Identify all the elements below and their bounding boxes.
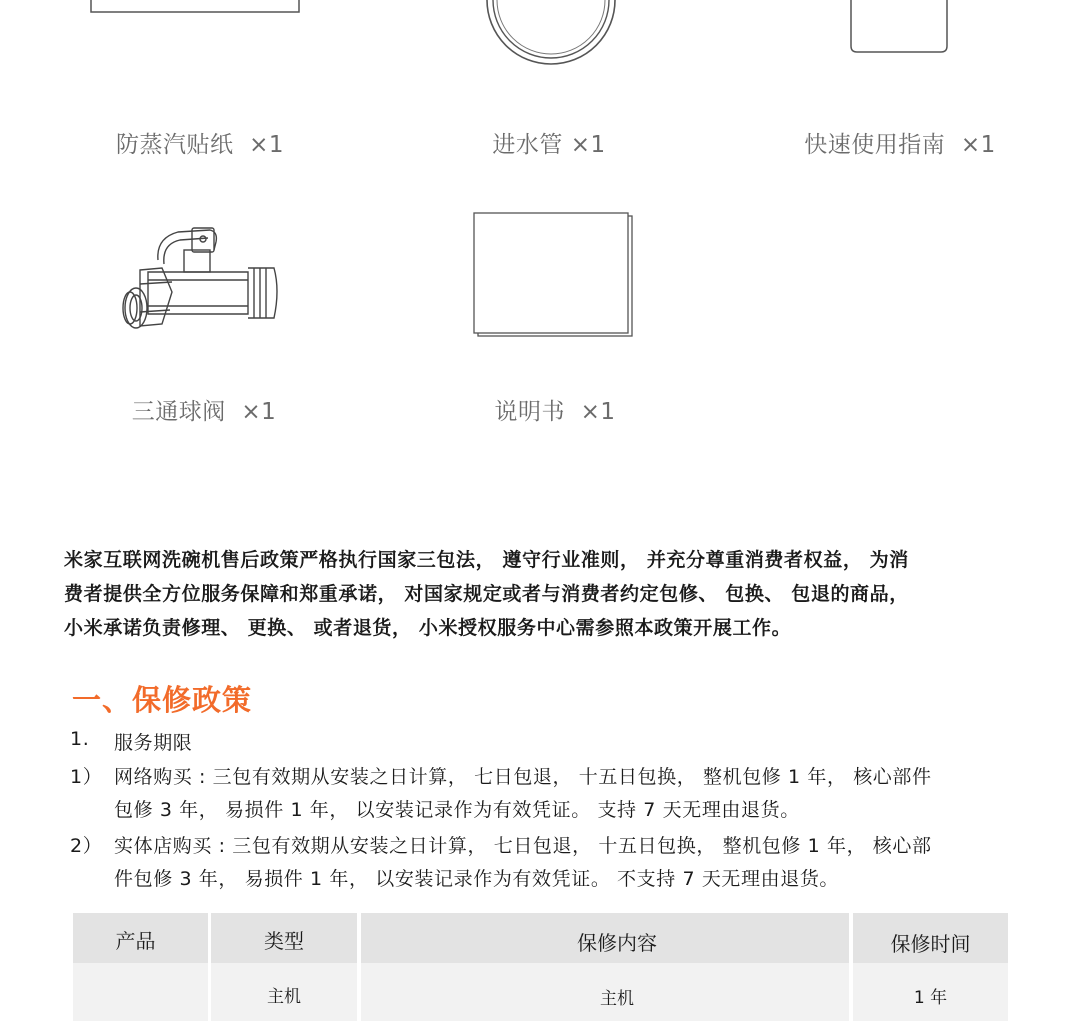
table-header-product: 产品 xyxy=(115,929,156,953)
section-title-warranty-policy: 一、保修政策 xyxy=(72,683,253,717)
list-item-number-1: 1） xyxy=(70,766,103,788)
table-row-type: 主机 xyxy=(267,987,301,1007)
item-caption-manual: 说明书 ×1 xyxy=(494,399,616,425)
table-header-period: 保修时间 xyxy=(890,932,971,956)
table-header-type: 类型 xyxy=(264,929,304,953)
item-caption-anti-steam-sticker: 防蒸汽贴纸 ×1 xyxy=(115,132,285,158)
inlet-hose-illustration xyxy=(484,0,618,76)
item-caption-inlet-hose: 进水管 ×1 xyxy=(492,132,606,158)
list-item-store-line1: 实体店购买 : 三包有效期从安装之日计算， 七日包退， 十五日包换， 整机包修 1 年， 核心部 xyxy=(114,835,932,857)
anti-steam-sticker-illustration xyxy=(90,0,302,14)
subheading-number: 1. xyxy=(70,728,90,750)
list-item-online-line1: 网络购买 : 三包有效期从安装之日计算， 七日包退， 十五日包换， 整机包修 1 年， 核心部件 xyxy=(114,766,932,788)
table-row-period: 1 年 xyxy=(913,988,948,1008)
item-caption-quick-guide: 快速使用指南 ×1 xyxy=(804,132,996,158)
list-item-store-line2: 件包修 3 年， 易损件 1 年， 以安装记录作为有效凭证。 不支持 7 天无理由退货。 xyxy=(114,868,840,890)
table-row-content: 主机 xyxy=(600,989,634,1009)
table-cell-product xyxy=(73,963,208,1021)
subheading-service-period: 服务期限 xyxy=(114,732,193,754)
quick-guide-illustration xyxy=(849,0,951,56)
manual-illustration xyxy=(470,210,636,340)
tee-ball-valve-illustration xyxy=(118,220,288,340)
table-header-content: 保修内容 xyxy=(577,931,657,955)
intro-paragraph: 米家互联网洗碗机售后政策严格执行国家三包法， 遵守行业准则， 并充分尊重消费者权益， 为消 费者提供全方位服务保障和郑重承诺， 对国家规定或者与消费者约定包修、 包换、 包退的商品， 小米承诺负责修理、 更换、 或者退货， 小米授权服务中心需参照本政策开展工作。 xyxy=(64,549,909,639)
item-caption-tee-ball-valve: 三通球阀 ×1 xyxy=(131,399,277,425)
list-item-online-line2: 包修 3 年， 易损件 1 年， 以安装记录作为有效凭证。 支持 7 天无理由退货。 xyxy=(114,799,800,821)
list-item-number-2: 2） xyxy=(70,835,103,857)
